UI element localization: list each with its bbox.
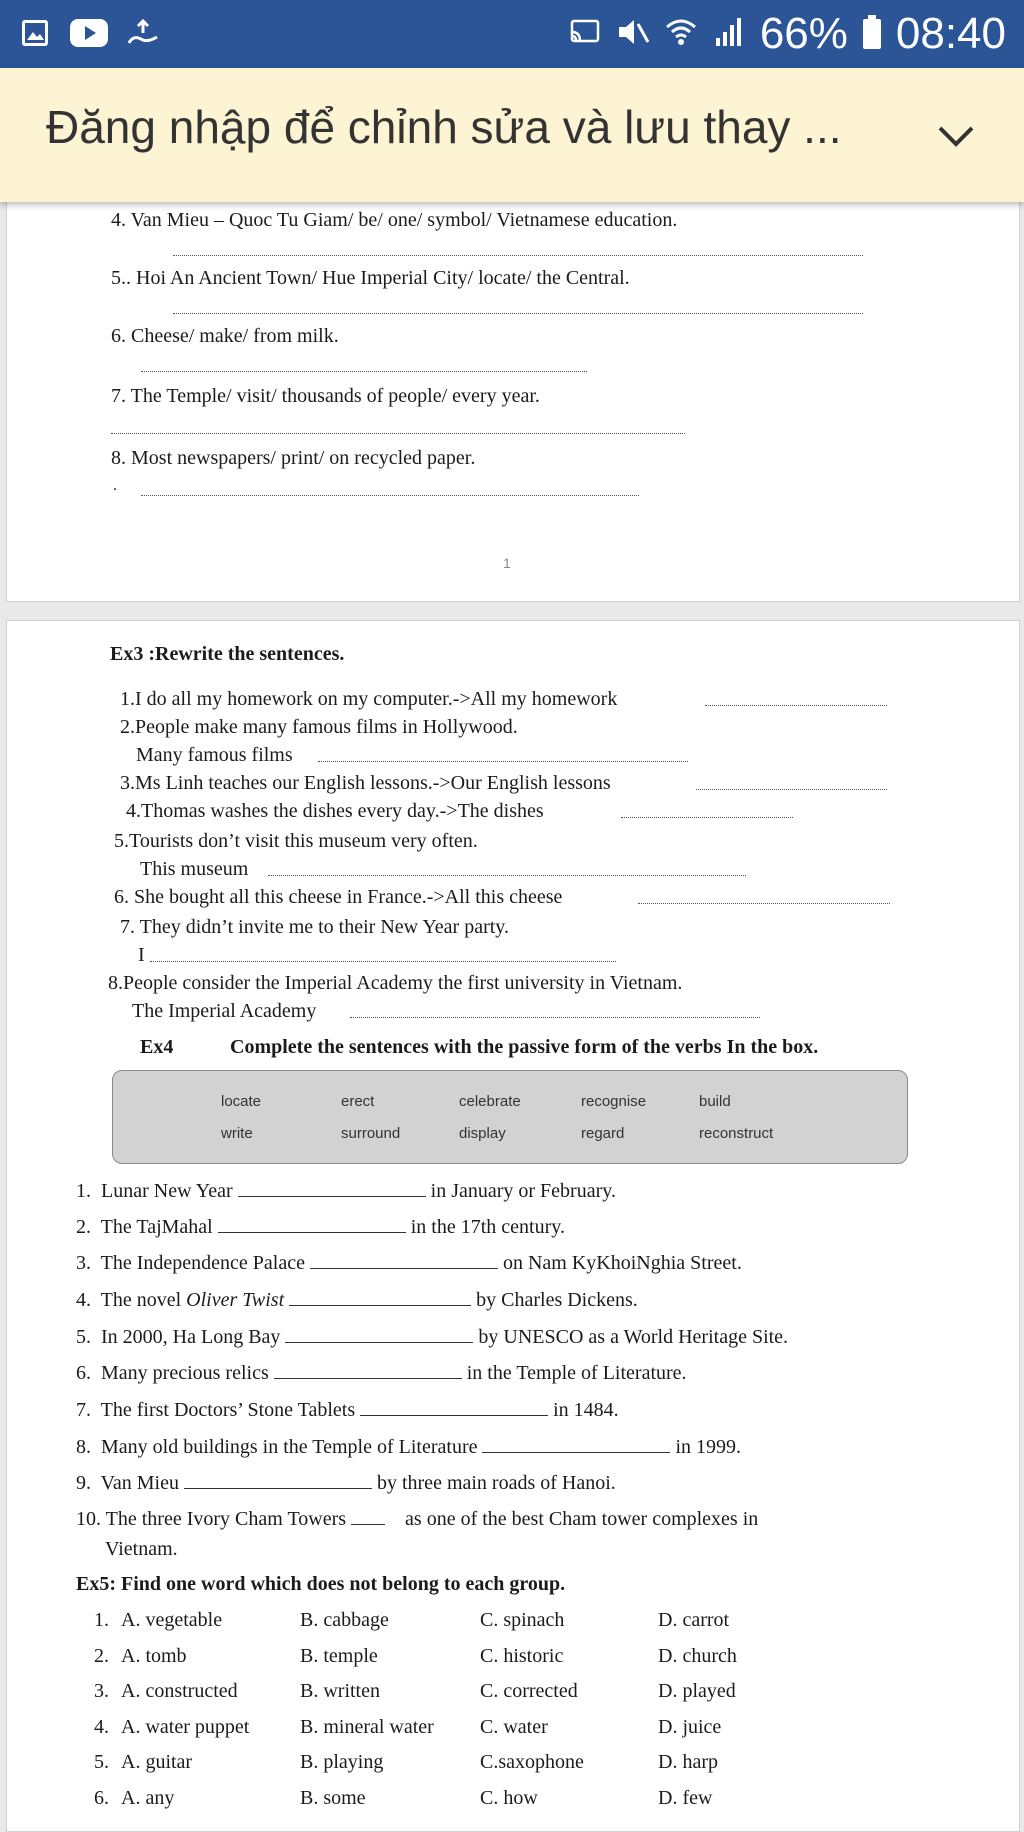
item-text: in 1484. <box>553 1399 619 1421</box>
option-b: B. temple <box>300 1645 378 1667</box>
ex3-line-5: 4.Thomas washes the dishes every day.->The dishes <box>126 800 544 822</box>
page1-item-8: 8. Most newspapers/ print/ on recycled paper. <box>111 447 476 469</box>
page1-item-4: 4. Van Mieu – Quoc Tu Giam/ be/ one/ symbol/ Vietnamese education. <box>111 209 678 231</box>
option-d: D. juice <box>658 1716 722 1738</box>
page-number: 1 <box>503 555 511 571</box>
option-c: C. how <box>480 1787 538 1809</box>
item-text: The TajMahal <box>100 1216 213 1238</box>
ex4-item-9 <box>76 1472 616 1495</box>
answer-blank[interactable] <box>482 1438 670 1453</box>
option-a: A. tomb <box>121 1645 187 1667</box>
verb-word: build <box>699 1093 731 1110</box>
item-number: 2. <box>76 1216 91 1238</box>
ex4-item-5 <box>76 1326 788 1349</box>
option-d: D. carrot <box>658 1609 730 1631</box>
option-b: B. mineral water <box>300 1716 434 1738</box>
sign-in-banner-text[interactable]: Đăng nhập để chỉnh sửa và lưu thay ... <box>46 101 842 153</box>
verb-word: display <box>459 1125 506 1142</box>
item-text: by three main roads of Hanoi. <box>376 1472 616 1494</box>
status-bar <box>0 0 1024 68</box>
ex4-item-7 <box>76 1399 619 1422</box>
chevron-down-icon[interactable] <box>934 114 978 158</box>
answer-blank[interactable] <box>351 1510 385 1525</box>
item-text: In 2000, Ha Long Bay <box>101 1326 281 1348</box>
option-b: B. some <box>300 1787 366 1809</box>
verb-word: locate <box>221 1093 262 1110</box>
ex3-line-4: 3.Ms Linh teaches our English lessons.->Our English lessons <box>120 772 611 794</box>
youtube-icon <box>70 14 108 52</box>
answer-line <box>141 495 639 496</box>
answer-line <box>705 705 887 706</box>
ex3-line-9: 7. They didn’t invite me to their New Year party. <box>120 916 510 938</box>
ex4-label: Ex4 <box>140 1036 174 1058</box>
ex3-line-3: Many famous films <box>136 744 293 766</box>
document-page-1 <box>6 190 1020 602</box>
answer-blank[interactable] <box>274 1364 462 1379</box>
ex4-item-1 <box>76 1180 616 1203</box>
wifi-icon <box>664 15 698 54</box>
item-text: Van Mieu <box>100 1472 179 1494</box>
option-c: C. water <box>480 1716 548 1738</box>
item-text: Lunar New Year <box>101 1180 233 1202</box>
option-c: C. spinach <box>480 1609 565 1631</box>
verb-word: write <box>221 1125 253 1142</box>
ex4-item-3 <box>76 1252 742 1275</box>
answer-blank[interactable] <box>360 1401 548 1416</box>
ex3-line-1: 1.I do all my homework on my computer.->All my homework <box>120 688 618 710</box>
item-text: Many precious relics <box>101 1362 269 1384</box>
verb-word: celebrate <box>459 1093 521 1110</box>
answer-blank[interactable] <box>285 1328 473 1343</box>
answer-blank[interactable] <box>238 1182 426 1197</box>
signal-icon <box>712 16 746 53</box>
answer-line <box>318 761 688 762</box>
ex3-title: Ex3 :Rewrite the sentences. <box>110 643 345 665</box>
ex5-row-num: 6. <box>94 1787 109 1809</box>
answer-blank[interactable] <box>289 1291 471 1306</box>
ex3-line-6: 5.Tourists don’t visit this museum very often. <box>114 830 478 852</box>
cloud-upload-icon <box>124 14 162 52</box>
option-d: D. church <box>658 1645 737 1667</box>
item-number: 10. <box>76 1508 101 1530</box>
stray-mark: . <box>113 477 117 494</box>
mute-icon <box>616 16 650 53</box>
answer-line <box>638 903 890 904</box>
answer-line <box>150 961 616 962</box>
item-text: in the Temple of Literature. <box>466 1362 687 1384</box>
ex5-row-num: 4. <box>94 1716 109 1738</box>
item-text: on Nam KyKhoiNghia Street. <box>502 1252 742 1274</box>
option-a: A. any <box>121 1787 175 1809</box>
option-a: A. vegetable <box>121 1609 223 1631</box>
sign-in-banner[interactable] <box>0 68 1024 202</box>
cast-icon <box>568 18 602 51</box>
verb-word: regard <box>581 1125 625 1142</box>
item-text: as one of the best Cham tower complexes in <box>405 1508 759 1530</box>
ex4-item-6 <box>76 1362 687 1385</box>
ex4-item-8 <box>76 1436 741 1459</box>
ex3-line-11: 8.People consider the Imperial Academy the first university in Vietnam. <box>108 972 683 994</box>
item-text: in 1999. <box>675 1436 742 1458</box>
image-icon <box>16 14 54 52</box>
ex4-title: Complete the sentences with the passive form of the verbs In the box. <box>230 1036 819 1058</box>
item-number: 4. <box>76 1289 91 1311</box>
item-number: 9. <box>76 1472 91 1494</box>
ex3-line-10: I <box>138 944 145 966</box>
ex5-row-num: 3. <box>94 1680 109 1702</box>
novel-title: Oliver Twist <box>186 1289 285 1311</box>
answer-line <box>268 875 746 876</box>
ex3-line-8: 6. She bought all this cheese in France.->All this cheese <box>114 886 563 908</box>
option-a: A. constructed <box>121 1680 238 1702</box>
ex3-line-12: The Imperial Academy <box>132 1000 317 1022</box>
item-text: The first Doctors’ Stone Tablets <box>100 1399 356 1421</box>
option-c: C. corrected <box>480 1680 578 1702</box>
item-number: 1. <box>76 1180 91 1202</box>
option-d: D. few <box>658 1787 713 1809</box>
item-number: 3. <box>76 1252 91 1274</box>
answer-blank[interactable] <box>184 1474 372 1489</box>
item-number: 7. <box>76 1399 91 1421</box>
page1-item-7: 7. The Temple/ visit/ thousands of people/ every year. <box>111 385 540 407</box>
answer-blank[interactable] <box>310 1254 498 1269</box>
item-text: Many old buildings in the Temple of Literature <box>101 1436 478 1458</box>
page1-item-5: 5.. Hoi An Ancient Town/ Hue Imperial City/ locate/ the Central. <box>111 267 630 289</box>
item-text: in January or February. <box>430 1180 616 1202</box>
option-d: D. played <box>658 1680 736 1702</box>
answer-line <box>350 1017 760 1018</box>
option-b: B. cabbage <box>300 1609 389 1631</box>
clock: 08:40 <box>895 9 1006 58</box>
verb-box <box>112 1070 908 1164</box>
option-b: B. written <box>300 1680 380 1702</box>
ex5-row-num: 1. <box>94 1609 109 1631</box>
ex5-row-num: 5. <box>94 1751 109 1773</box>
item-number: 6. <box>76 1362 91 1384</box>
ex4-item-2 <box>76 1216 565 1239</box>
ex4-item-10 <box>76 1508 758 1531</box>
verb-word: erect <box>341 1093 375 1110</box>
verb-word: reconstruct <box>699 1125 774 1142</box>
answer-line <box>621 817 793 818</box>
answer-line <box>696 789 887 790</box>
ex3-line-7: This museum <box>140 858 249 880</box>
ex4-item-4 <box>76 1289 638 1312</box>
item-text: by Charles Dickens. <box>476 1289 638 1311</box>
answer-line <box>141 371 587 372</box>
system-tray <box>568 8 1006 60</box>
item-text: The three Ivory Cham Towers <box>105 1508 347 1530</box>
item-text: by UNESCO as a World Heritage Site. <box>478 1326 789 1348</box>
notification-icons <box>16 14 162 52</box>
verb-word: surround <box>341 1125 401 1142</box>
item-number: 5. <box>76 1326 91 1348</box>
ex5-title: Ex5: Find one word which does not belong to each group. <box>76 1573 566 1595</box>
item-text: in the 17th century. <box>410 1216 565 1238</box>
answer-line <box>173 255 863 256</box>
item-text: The novel <box>100 1289 182 1311</box>
answer-line <box>111 433 685 434</box>
item-text: The Independence Palace <box>100 1252 305 1274</box>
ex5-row-num: 2. <box>94 1645 109 1667</box>
item-number: 8. <box>76 1436 91 1458</box>
option-a: A. guitar <box>121 1751 193 1773</box>
option-c: C. historic <box>480 1645 564 1667</box>
option-d: D. harp <box>658 1751 718 1773</box>
battery-icon <box>862 15 882 54</box>
verb-word: recognise <box>581 1093 647 1110</box>
ex3-line-2: 2.People make many famous films in Hollywood. <box>120 716 518 738</box>
ex4-item-10-cont: Vietnam. <box>105 1538 178 1560</box>
option-b: B. playing <box>300 1751 384 1773</box>
battery-percent: 66% <box>759 9 848 58</box>
option-c: C.saxophone <box>480 1751 584 1773</box>
answer-line <box>173 313 863 314</box>
option-a: A. water puppet <box>121 1716 250 1738</box>
page1-item-6: 6. Cheese/ make/ from milk. <box>111 325 339 347</box>
answer-blank[interactable] <box>218 1218 406 1233</box>
